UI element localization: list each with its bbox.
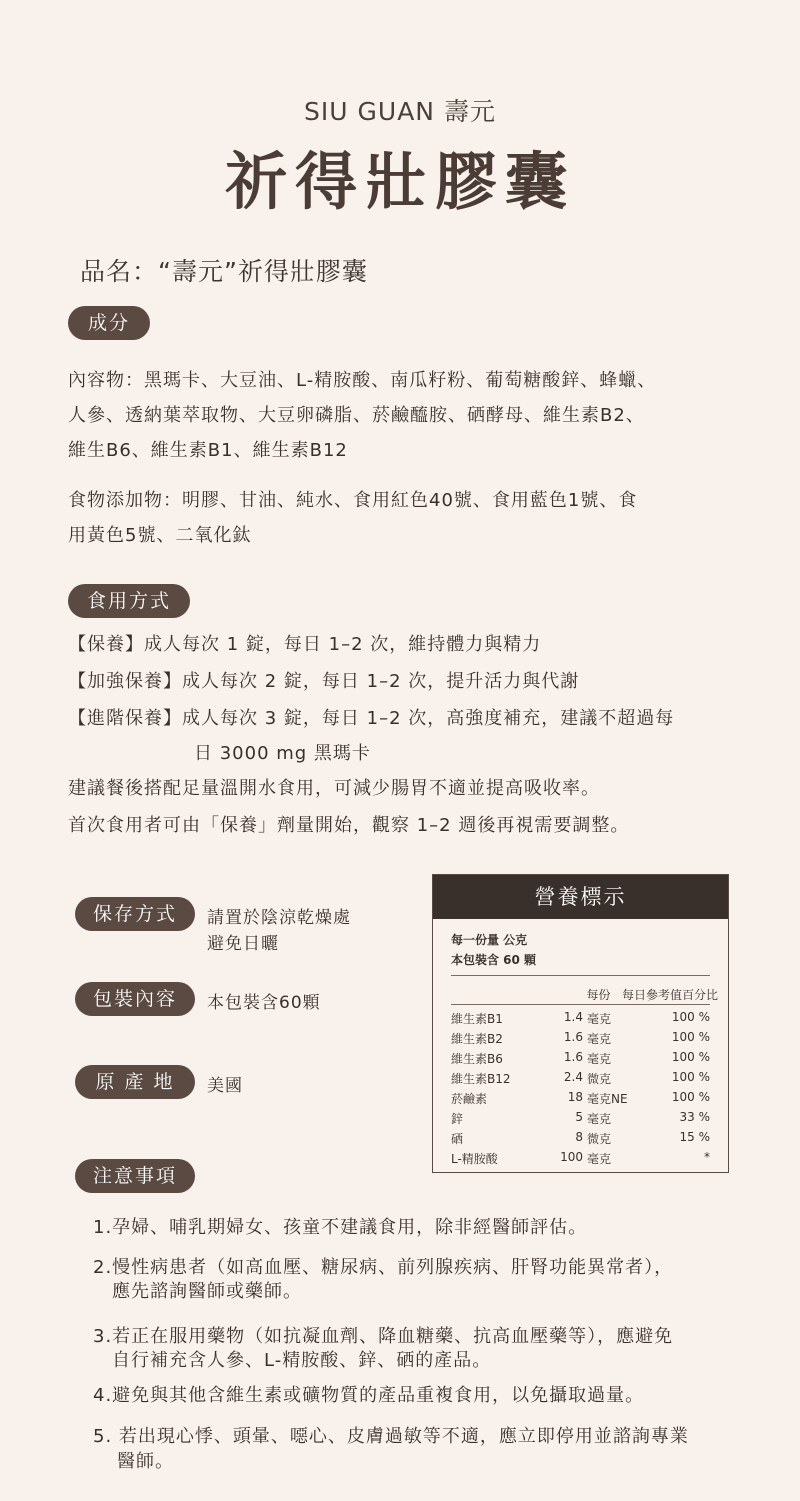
nutrient-amount: 8 (575, 1130, 583, 1144)
ingredients-badge: 成分 (68, 306, 150, 340)
nutrient-unit: 微克 (587, 1072, 612, 1086)
caution-item: 2.慢性病患者（如高血壓、糖尿病、前列腺疾病、肝腎功能異常者）， (93, 1257, 674, 1278)
nutrition-col-per: 每份 (586, 988, 611, 1002)
nutrient-unit: 毫克 (587, 1032, 612, 1046)
nutrient-dv: 33 % (679, 1110, 710, 1124)
nutrient-name: L-精胺酸 (451, 1152, 498, 1166)
ingredients-additives-line: 食物添加物：明膠、甘油、純水、食用紅色40號、食用藍色1號、食 (68, 490, 638, 511)
caution-item-cont: 醫師。 (117, 1451, 174, 1472)
package-badge: 包裝內容 (75, 982, 195, 1016)
page-title: 祈得壯膠囊 (224, 145, 575, 218)
nutrient-amount: 1.6 (563, 1030, 583, 1044)
nutrient-dv: 100 % (671, 1030, 710, 1044)
nutrient-dv: 100 % (671, 1070, 710, 1084)
usage-line: 首次食用者可由「保養」劑量開始，觀察 1–2 週後再視需要調整。 (68, 815, 630, 836)
caution-item: 1.孕婦、哺乳期婦女、孩童不建議食用，除非經醫師評估。 (93, 1217, 588, 1238)
nutrient-unit: 毫克 (587, 1152, 612, 1166)
nutrient-name: 維生素B2 (451, 1032, 503, 1046)
ingredients-contents-line: 內容物：黑瑪卡、大豆油、L-精胺酸、南瓜籽粉、葡萄糖酸鋅、蜂蠟、 (68, 370, 657, 391)
nutrition-col-dv: 每日參考值百分比 (621, 988, 718, 1002)
package-value: 本包裝含60顆 (207, 993, 321, 1013)
usage-badge: 食用方式 (68, 584, 190, 618)
nutrition-row (433, 1010, 728, 1028)
nutrition-row (433, 1090, 728, 1108)
cautions-badge: 注意事項 (75, 1159, 195, 1193)
caution-item: 4.避免與其他含維生素或礦物質的產品重複食用，以免攝取過量。 (93, 1385, 645, 1406)
brand-name: SIU GUAN 壽元 (304, 97, 496, 126)
nutrition-title: 營養標示 (433, 875, 728, 919)
nutrient-amount: 100 (560, 1150, 583, 1164)
nutrient-dv: 100 % (671, 1010, 710, 1024)
origin-badge: 原 產 地 (75, 1065, 195, 1099)
nutrient-name: 硒 (451, 1132, 464, 1146)
storage-badge: 保存方式 (75, 897, 195, 931)
nutrition-column-header (563, 986, 718, 1003)
nutrient-unit: 毫克 (587, 1112, 612, 1126)
nutrient-unit: 毫克 (587, 1052, 612, 1066)
nutrient-name: 維生素B6 (451, 1052, 503, 1066)
ingredients-contents-line: 維生B6、維生素B1、維生素B12 (68, 440, 348, 461)
nutrient-amount: 1.4 (563, 1010, 583, 1024)
nutrition-row (433, 1070, 728, 1088)
nutrition-row (433, 1050, 728, 1068)
nutrient-name: 菸鹼素 (451, 1092, 488, 1106)
nutrient-amount: 1.6 (563, 1050, 583, 1064)
nutrient-dv: 100 % (671, 1050, 710, 1064)
product-name: 品名：“壽元”祈得壯膠囊 (80, 257, 368, 286)
nutrient-unit: 毫克NE (587, 1092, 628, 1106)
nutrition-facts-panel (432, 874, 729, 1173)
nutrient-name: 維生素B12 (451, 1072, 511, 1086)
ingredients-additives-line: 用黃色5號、二氧化鈦 (68, 525, 252, 546)
ingredients-contents-line: 人參、透納葉萃取物、大豆卵磷脂、菸鹼醯胺、硒酵母、維生素B2、 (68, 405, 645, 426)
origin-value: 美國 (207, 1076, 243, 1096)
storage-line: 請置於陰涼乾燥處 (207, 908, 351, 928)
nutrient-dv: 100 % (671, 1090, 710, 1104)
nutrient-amount: 18 (567, 1090, 583, 1104)
usage-line: 日 3000 mg 黑瑪卡 (194, 743, 371, 764)
nutrition-divider (451, 1004, 710, 1005)
nutrient-unit: 微克 (587, 1132, 612, 1146)
caution-item-cont: 自行補充含人參、L-精胺酸、鋅、硒的產品。 (112, 1350, 492, 1371)
nutrient-name: 鋅 (451, 1112, 464, 1126)
nutrition-row (433, 1030, 728, 1048)
caution-item-cont: 應先諮詢醫師或藥師。 (112, 1281, 302, 1302)
nutrient-amount: 5 (575, 1110, 583, 1124)
nutrition-row (433, 1130, 728, 1148)
caution-item: 5. 若出現心悸、頭暈、噁心、皮膚過敏等不適，應立即停用並諮詢專業 (93, 1426, 689, 1447)
nutrition-serving: 每一份量 公克 (451, 933, 528, 947)
nutrition-row (433, 1110, 728, 1128)
nutrient-amount: 2.4 (563, 1070, 583, 1084)
nutrient-name: 維生素B1 (451, 1012, 503, 1026)
nutrient-dv: 15 % (679, 1130, 710, 1144)
usage-line: 【保養】成人每次 1 錠，每日 1–2 次，維持體力與精力 (68, 634, 542, 655)
usage-line: 【加強保養】成人每次 2 錠，每日 1–2 次，提升活力與代謝 (68, 671, 580, 692)
nutrient-unit: 毫克 (587, 1012, 612, 1026)
usage-line: 【進階保養】成人每次 3 錠，每日 1–2 次，高強度補充，建議不超過每 (68, 708, 675, 729)
nutrition-per-pack: 本包裝含 60 顆 (451, 953, 537, 967)
usage-line: 建議餐後搭配足量溫開水食用，可減少腸胃不適並提高吸收率。 (68, 778, 600, 799)
storage-line: 避免日曬 (207, 934, 279, 954)
nutrition-row (433, 1150, 728, 1168)
nutrition-divider (451, 975, 710, 976)
nutrient-dv: * (704, 1150, 710, 1164)
caution-item: 3.若正在服用藥物（如抗凝血劑、降血糖藥、抗高血壓藥等），應避免 (93, 1326, 674, 1347)
